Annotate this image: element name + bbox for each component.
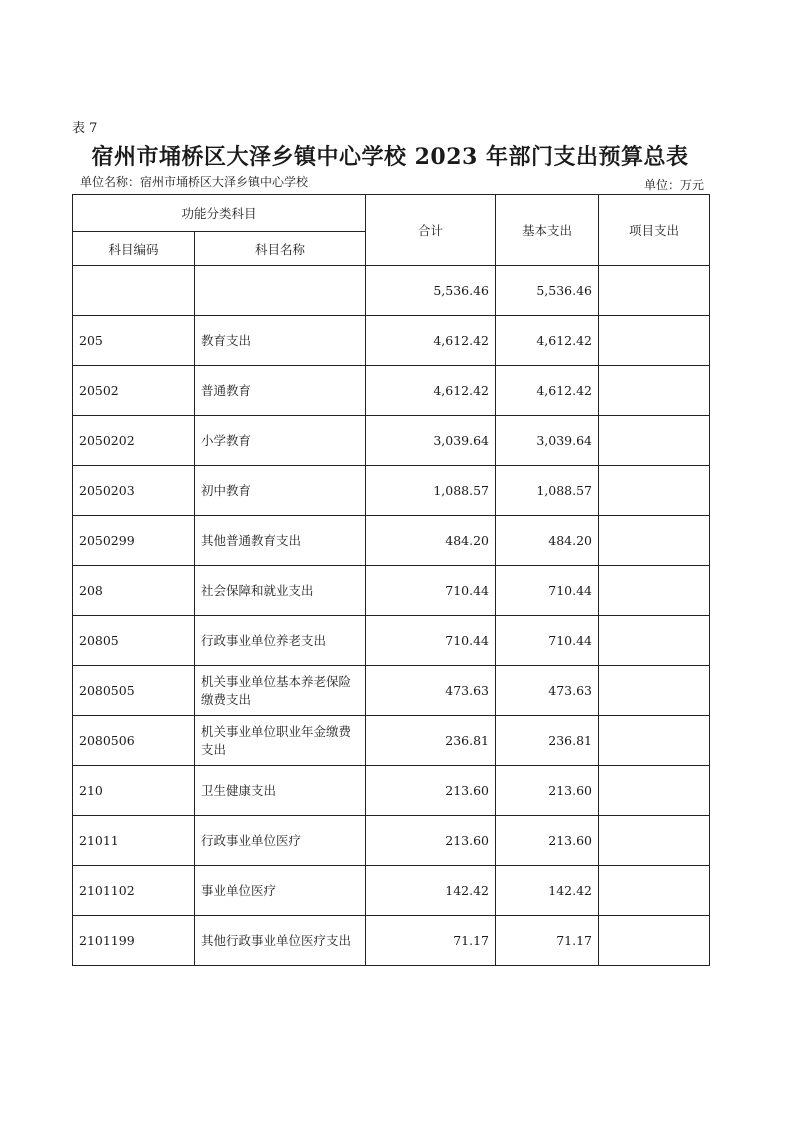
row-name: 行政事业单位养老支出: [195, 616, 366, 666]
table-row: [73, 616, 710, 666]
header-name: 科目名称: [195, 232, 366, 266]
header-project: 项目支出: [599, 195, 710, 266]
row-total: 1,088.57: [366, 466, 496, 516]
row-total: 236.81: [366, 716, 496, 766]
row-basic: 4,612.42: [496, 366, 599, 416]
row-code: 2080505: [73, 666, 195, 716]
row-project: [599, 616, 710, 666]
table-row: [73, 866, 710, 916]
row-code: 2080506: [73, 716, 195, 766]
row-project: [599, 466, 710, 516]
table-row: [73, 466, 710, 516]
table-row: [73, 266, 710, 316]
row-basic: 1,088.57: [496, 466, 599, 516]
row-project: [599, 866, 710, 916]
table-row: [73, 666, 710, 716]
row-basic: 484.20: [496, 516, 599, 566]
row-project: [599, 516, 710, 566]
row-name: 其他行政事业单位医疗支出: [195, 916, 366, 966]
page-title: 宿州市埇桥区大泽乡镇中心学校 2023 年部门支出预算总表: [91, 144, 689, 170]
row-project: [599, 566, 710, 616]
header-total: 合计: [366, 195, 496, 266]
row-name: 初中教育: [195, 466, 366, 516]
row-project: [599, 416, 710, 466]
row-name: 社会保障和就业支出: [195, 566, 366, 616]
row-total: 142.42: [366, 866, 496, 916]
row-total: 710.44: [366, 616, 496, 666]
row-basic: 710.44: [496, 616, 599, 666]
row-name: 卫生健康支出: [195, 766, 366, 816]
row-total: 213.60: [366, 766, 496, 816]
row-basic: 236.81: [496, 716, 599, 766]
header-code: 科目编码: [73, 232, 195, 266]
row-project: [599, 366, 710, 416]
row-total: 213.60: [366, 816, 496, 866]
row-code: 205: [73, 316, 195, 366]
table-row: [73, 766, 710, 816]
unit-name: 单位名称：宿州市埇桥区大泽乡镇中心学校: [80, 175, 309, 189]
header-function-group: 功能分类科目: [73, 195, 366, 232]
row-name: 教育支出: [195, 316, 366, 366]
row-code: 2101199: [73, 916, 195, 966]
row-name: 机关事业单位基本养老保险缴费支出: [195, 666, 366, 716]
row-code: 2101102: [73, 866, 195, 916]
row-basic: 3,039.64: [496, 416, 599, 466]
row-total: 71.17: [366, 916, 496, 966]
table-row: [73, 916, 710, 966]
row-project: [599, 666, 710, 716]
row-total: 473.63: [366, 666, 496, 716]
row-project: [599, 816, 710, 866]
row-code: [73, 266, 195, 316]
table-body: [73, 266, 710, 966]
row-code: 20502: [73, 366, 195, 416]
row-total: 5,536.46: [366, 266, 496, 316]
row-basic: 4,612.42: [496, 316, 599, 366]
row-basic: 71.17: [496, 916, 599, 966]
row-name: 小学教育: [195, 416, 366, 466]
row-name: 其他普通教育支出: [195, 516, 366, 566]
table-number: 表 7: [72, 121, 98, 136]
row-total: 4,612.42: [366, 366, 496, 416]
row-name: 行政事业单位医疗: [195, 816, 366, 866]
row-basic: 213.60: [496, 816, 599, 866]
row-name: 普通教育: [195, 366, 366, 416]
table-row: [73, 516, 710, 566]
row-project: [599, 266, 710, 316]
row-code: 2050299: [73, 516, 195, 566]
row-total: 3,039.64: [366, 416, 496, 466]
row-project: [599, 716, 710, 766]
row-basic: 5,536.46: [496, 266, 599, 316]
table-row: [73, 316, 710, 366]
row-code: 210: [73, 766, 195, 816]
row-total: 4,612.42: [366, 316, 496, 366]
row-code: 21011: [73, 816, 195, 866]
row-basic: 142.42: [496, 866, 599, 916]
currency-unit: 单位：万元: [643, 178, 704, 192]
table-row: [73, 366, 710, 416]
table-row: [73, 716, 710, 766]
row-name: 机关事业单位职业年金缴费支出: [195, 716, 366, 766]
row-project: [599, 916, 710, 966]
row-basic: 473.63: [496, 666, 599, 716]
row-project: [599, 766, 710, 816]
budget-table: [72, 194, 710, 966]
row-total: 710.44: [366, 566, 496, 616]
row-name: [195, 266, 366, 316]
table-row: [73, 566, 710, 616]
row-code: 2050203: [73, 466, 195, 516]
row-total: 484.20: [366, 516, 496, 566]
row-code: 20805: [73, 616, 195, 666]
table-row: [73, 416, 710, 466]
row-basic: 710.44: [496, 566, 599, 616]
row-code: 208: [73, 566, 195, 616]
table-row: [73, 816, 710, 866]
row-name: 事业单位医疗: [195, 866, 366, 916]
header-basic: 基本支出: [496, 195, 599, 266]
row-code: 2050202: [73, 416, 195, 466]
row-project: [599, 316, 710, 366]
row-basic: 213.60: [496, 766, 599, 816]
